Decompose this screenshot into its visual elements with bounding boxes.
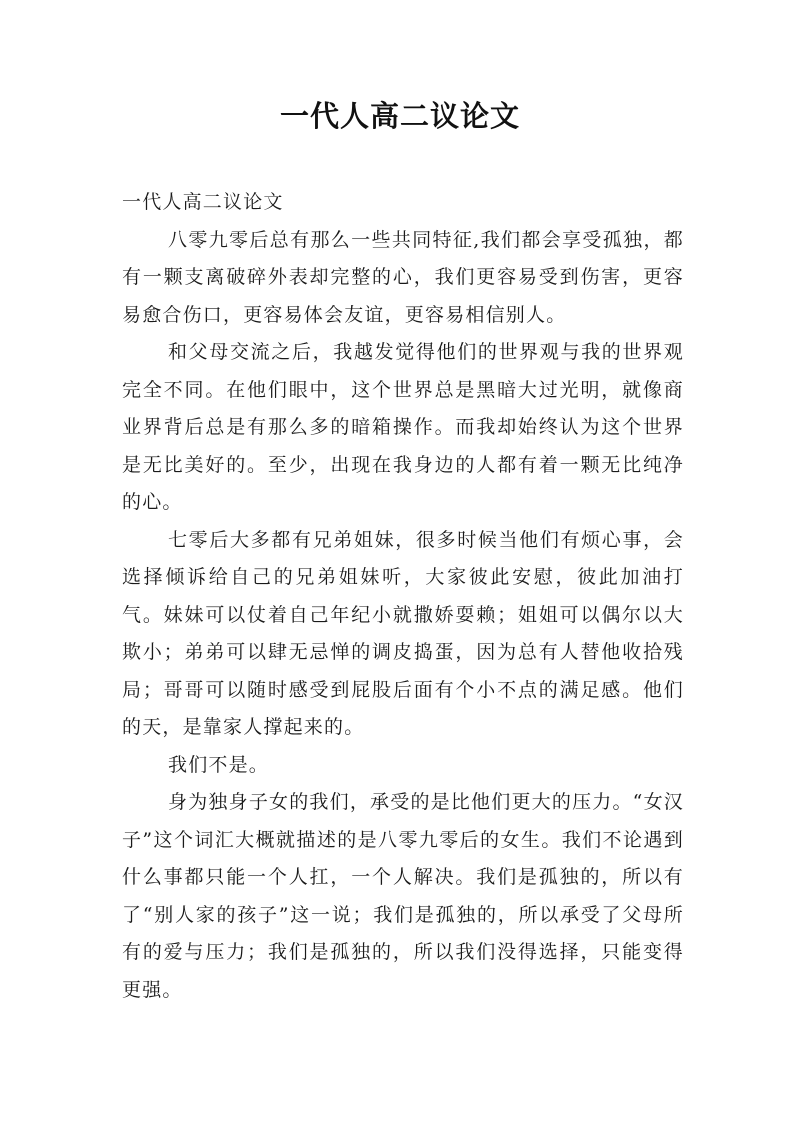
document-subtitle: 一代人高二议论文 (122, 191, 284, 213)
paragraph-3: 七零后大多都有兄弟姐妹，很多时候当他们有烦心事，会选择倾诉给自己的兄弟姐妹听，大家彼此安慰，彼此加油打气。妹妹可以仗着自己年纪小就撒娇耍赖；姐姐可以偶尔以大欺小；弟弟可以肆无忌惮的调皮捣蛋，因为总有人替他收拾残局；哥哥可以随时感受到屁股后面有个小不点的满足感。他们的天，是靠家人撑起来的。 (122, 528, 684, 738)
paragraph-4: 我们不是。 (168, 753, 270, 776)
document-body (122, 184, 684, 1009)
paragraph-2: 和父母交流之后，我越发觉得他们的世界观与我的世界观完全不同。在他们眼中，这个世界总是黑暗大过光明，就像商业界背后总是有那么多的暗箱操作。而我却始终认为这个世界是无比美好的。至少，出现在我身边的人都有着一颗无比纯净的心。 (122, 341, 684, 513)
paragraph-1: 八零九零后总有那么一些共同特征,我们都会享受孤独，都有一颗支离破碎外表却完整的心，我们更容易受到伤害，更容易愈合伤口，更容易体会友谊，更容易相信别人。 (122, 228, 684, 326)
document-title: 一代人高二议论文 (279, 99, 520, 133)
paragraph-5: 身为独身子女的我们，承受的是比他们更大的压力。“女汉子”这个词汇大概就描述的是八零九零后的女生。我们不论遇到什么事都只能一个人扛，一个人解决。我们是孤独的，所以有了“别人家的孩子”这一说；我们是孤独的，所以承受了父母所有的爱与压力；我们是孤独的，所以我们没得选择，只能变得更强。 (122, 791, 684, 1001)
